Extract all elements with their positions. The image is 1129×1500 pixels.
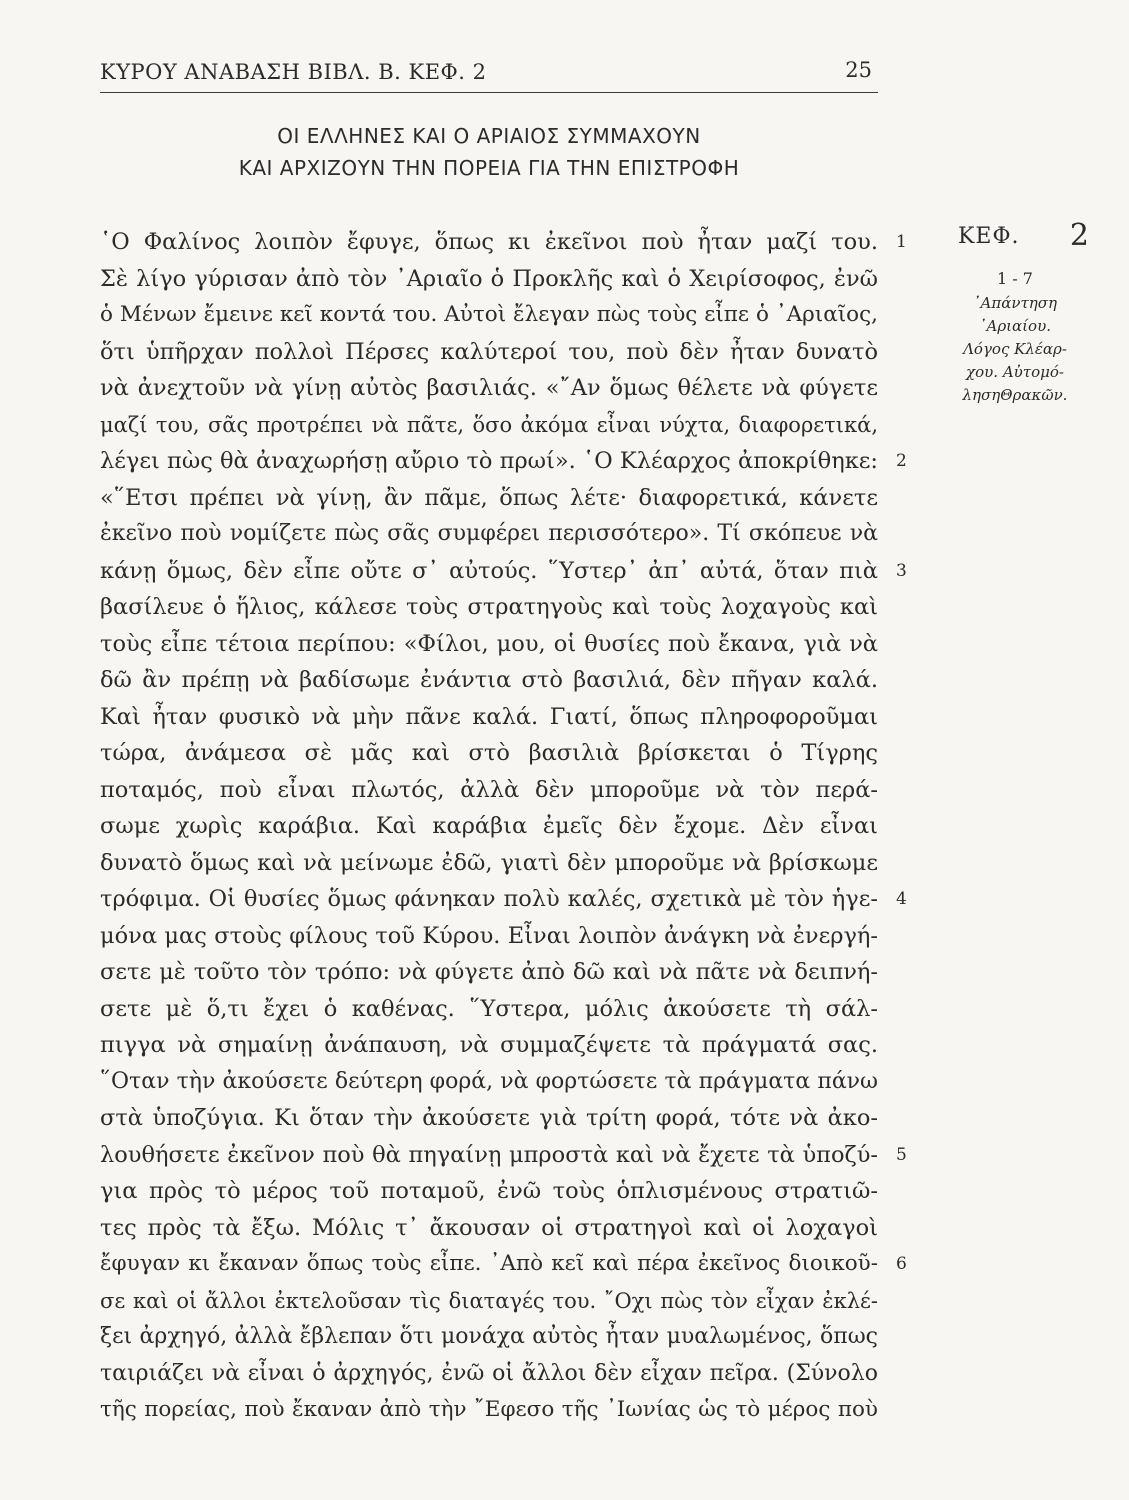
text-line: ξει ἀρχηγό, ἀλλὰ ἔβλεπαν ὅτι μονάχα αὐτὸς ἦταν μυαλωμένος, ὅπως bbox=[100, 1324, 878, 1349]
chapter-heading-line-2: ΚΑΙ ΑΡΧΙΖΟΥΝ ΤΗΝ ΠΟΡΕΙΑ ΓΙΑ ΤΗΝ ΕΠΙΣΤΡΟΦΗ bbox=[238, 156, 740, 180]
text-line: νὰ ἀνεχτοῦν νὰ γίνῃ αὐτὸς βασιλιάς. «῎Αν ὅμως θέλετε νὰ φύγετε bbox=[100, 375, 878, 401]
text-line: σωμε χωρὶς καράβια. Καὶ καράβια ἐμεῖς δὲν ἔχομε. Δὲν εἶναι bbox=[100, 813, 878, 839]
text-line: στὰ ὑποζύγια. Κι ὅταν τὴν ἀκούσετε γιὰ τρίτη φορά, τότε νὰ ἀκο- bbox=[100, 1105, 878, 1131]
text-line: τρόφιμα. Οἱ θυσίες ὅμως φάνηκαν πολὺ καλές, σχετικὰ μὲ τὸν ἡγε- bbox=[100, 886, 878, 912]
text-line: μόνα μας στοὺς φίλους τοῦ Κύρου. Εἶναι λοιπὸν ἀνάγκη νὰ ἐνεργή- bbox=[100, 922, 878, 949]
running-title: ΚΥΡΟΥ ΑΝΑΒΑΣΗ ΒΙΒΛ. Β. ΚΕΦ. 2 bbox=[100, 60, 487, 84]
text-line: Καὶ ἦταν φυσικὸ νὰ μὴν πᾶνε καλά. Γιατί, ὅπως πληροφοροῦμαι bbox=[100, 703, 878, 730]
paragraph-number: 6 bbox=[896, 1254, 907, 1274]
chapter-heading bbox=[100, 120, 878, 184]
text-line: σετε μὲ τοῦτο τὸν τρόπο: νὰ φύγετε ἀπὸ δῶ καὶ νὰ πᾶτε νὰ δειπνή- bbox=[100, 959, 878, 985]
text-line: τώρα, ἀνάμεσα σὲ μᾶς καὶ στὸ βασιλιὰ βρίσκεται ὁ Τίγρης bbox=[100, 740, 878, 766]
paragraph-number: 4 bbox=[896, 889, 907, 909]
paragraph-number: 1 bbox=[896, 232, 907, 252]
text-line: βασίλευε ὁ ἥλιος, κάλεσε τοὺς στρατηγοὺς καὶ τοὺς λοχαγοὺς καὶ bbox=[100, 594, 878, 620]
text-line: λέγει πὼς θὰ ἀναχωρήσῃ αὔριο τὸ πρωί». ῾Ο Κλέαρχος ἀποκρίθηκε: bbox=[100, 448, 878, 474]
text-line: ὁ Μένων ἔμεινε κεῖ κοντά του. Αὐτοὶ ἔλεγαν πὼς τοὺς εἶπε ὁ ᾿Αριαῖος, bbox=[100, 302, 878, 327]
text-line: ῞Οταν τὴν ἀκούσετε δεύτερη φορά, νὰ φορτώσετε τὰ πράγματα πάνω bbox=[100, 1068, 878, 1094]
text-line: τοὺς εἶπε τέτοια περίπου: «Φίλοι, μου, οἱ θυσίες ποὺ ἔκανα, γιὰ νὰ bbox=[100, 630, 878, 657]
running-header bbox=[100, 58, 878, 93]
text-line: ποταμός, ποὺ εἶναι πλωτός, ἀλλὰ δὲν μποροῦμε νὰ τὸν περά- bbox=[100, 776, 878, 803]
paragraph-number: 5 bbox=[896, 1144, 907, 1165]
paragraph-number: 3 bbox=[896, 560, 907, 581]
side-label-text: ΚΕΦ. bbox=[958, 224, 1020, 249]
text-line: ὅτι ὑπῆρχαν πολλοὶ Πέρσες καλύτεροί του, ποὺ δὲν ἦταν δυνατὸ bbox=[100, 338, 878, 365]
side-chapter-label bbox=[940, 218, 1090, 252]
body-text bbox=[100, 224, 878, 1429]
side-summary-line: Λόγος Κλέαρ- bbox=[963, 340, 1067, 358]
side-summary-line: χου. Αὐτομό- bbox=[966, 363, 1064, 381]
text-line: ταιριάζει νὰ εἶναι ὁ ἀρχηγός, ἐνῶ οἱ ἄλλοι δὲν εἶχαν πεῖρα. (Σύνολο bbox=[100, 1360, 878, 1386]
side-note bbox=[940, 218, 1090, 407]
side-chapter-number: 2 bbox=[1069, 218, 1090, 253]
chapter-heading-line-1: ΟΙ ΕΛΛΗΝΕΣ ΚΑΙ Ο ΑΡΙΑΙΟΣ ΣΥΜΜΑΧΟΥΝ bbox=[277, 124, 701, 148]
side-summary-line: λησηΘρακῶν. bbox=[962, 386, 1068, 404]
text-line: «῞Ετσι πρέπει νὰ γίνῃ, ἂν πᾶμε, ὅπως λέτε· διαφορετικά, κάνετε bbox=[100, 484, 878, 511]
text-line: κάνῃ ὅμως, δὲν εἶπε οὔτε σ᾿ αὐτούς. ῞Υστερ᾿ ἀπ᾿ αὐτά, ὅταν πιὰ bbox=[100, 557, 878, 584]
side-range: 1 - 7 bbox=[997, 269, 1033, 288]
page-number: 25 bbox=[845, 58, 872, 82]
text-line: τες πρὸς τὰ ἔξω. Μόλις τ᾿ ἄκουσαν οἱ στρατηγοὶ καὶ οἱ λοχαγοὶ bbox=[100, 1214, 878, 1241]
text-line: ἐκεῖνο ποὺ νομίζετε πὼς σᾶς συμφέρει περισσότερο». Τί σκόπευε νὰ bbox=[100, 521, 878, 546]
text-line: λουθήσετε ἐκεῖνον ποὺ θὰ πηγαίνῃ μπροστὰ καὶ νὰ ἔχετε τὰ ὑποζύ- bbox=[100, 1141, 878, 1168]
side-summary bbox=[940, 292, 1090, 407]
side-summary-line: ᾿Αριαίου. bbox=[979, 317, 1051, 335]
side-summary-line: ᾿Απάντηση bbox=[973, 294, 1057, 312]
text-line: δυνατὸ ὅμως καὶ νὰ μείνωμε ἐδῶ, γιατὶ δὲν μποροῦμε νὰ βρίσκωμε bbox=[100, 849, 878, 876]
text-line: δῶ ἂν πρέπῃ νὰ βαδίσωμε ἐνάντια στὸ βασιλιά, δὲν πῆγαν καλά. bbox=[100, 667, 878, 693]
text-line: ῾Ο Φαλίνος λοιπὸν ἔφυγε, ὅπως κι ἐκεῖνοι ποὺ ἦταν μαζί του. bbox=[100, 229, 878, 255]
text-line: ἔφυγαν κι ἔκαναν ὅπως τοὺς εἶπε. ᾿Απὸ κεῖ καὶ πέρα ἐκεῖνος διοικοῦ- bbox=[100, 1251, 878, 1276]
text-line: μαζί του, σᾶς προτρέπει νὰ πᾶτε, ὅσο ἀκόμα εἶναι νύχτα, διαφορετικά, bbox=[100, 412, 878, 437]
text-line: τῆς πορείας, ποὺ ἔκαναν ἀπὸ τὴν ῎Εφεσο τῆς ᾿Ιωνίας ὡς τὸ μέρος ποὺ bbox=[100, 1397, 878, 1422]
text-line: πιγγα νὰ σημαίνῃ ἀνάπαυση, νὰ συμμαζέψετε τὰ πράγματά σας. bbox=[100, 1032, 878, 1058]
paragraph-number: 2 bbox=[896, 451, 907, 471]
text-line: για πρὸς τὸ μέρος τοῦ ποταμοῦ, ἐνῶ τοὺς ὁπλισμένους στρατιῶ- bbox=[100, 1178, 878, 1204]
text-line: σε καὶ οἱ ἄλλοι ἐκτελοῦσαν τὶς διαταγές του. ῎Οχι πὼς τὸν εἶχαν ἐκλέ- bbox=[100, 1288, 878, 1313]
text-line: σετε μὲ ὅ,τι ἔχει ὁ καθένας. ῞Υστερα, μόλις ἀκούσετε τὴ σάλ- bbox=[100, 995, 878, 1022]
text-line: Σὲ λίγο γύρισαν ἀπὸ τὸν ᾿Αριαῖο ὁ Προκλῆς καὶ ὁ Χειρίσοφος, ἐνῶ bbox=[100, 265, 878, 292]
